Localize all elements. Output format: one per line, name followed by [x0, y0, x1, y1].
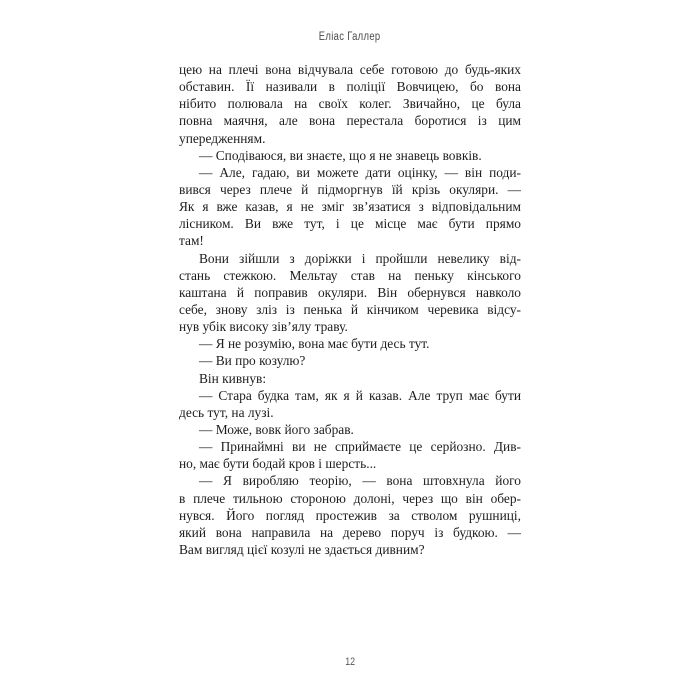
text-block: [179, 61, 521, 558]
text-line: — Але, гадаю, ви можете дати оцінку, — він поди-: [199, 164, 521, 180]
text-line: себе, знову зліз із пенька й кінчиком черевика відсу-: [179, 301, 521, 317]
text-line: — Може, вовк його забрав.: [199, 421, 354, 437]
text-line: нібито полювала на своїх колег. Звичайно, це була: [179, 96, 521, 112]
text-line: який вона направила на дерево поруч із будкою. —: [179, 524, 521, 540]
page-header: [0, 31, 700, 44]
paragraph: [179, 164, 521, 250]
text-line: нув убік високу зів’ялу траву.: [179, 319, 348, 335]
paragraph: [179, 421, 521, 438]
text-line: Вам вигляд цієї козулі не здається дивним?: [179, 541, 425, 557]
paragraph: [179, 147, 521, 164]
text-line: — Ви про козулю?: [199, 353, 306, 369]
text-line: — Я не розумію, вона має бути десь тут.: [199, 336, 430, 352]
page-number: 12: [345, 656, 355, 668]
text-line: вився через плече й підморгнув їй крізь окуляри. —: [179, 181, 521, 197]
page-footer: [0, 656, 700, 669]
paragraph: [179, 352, 521, 369]
paragraph: [179, 438, 521, 472]
paragraph: [179, 370, 521, 387]
text-line: каштана й поправив окуляри. Він обернувся навколо: [179, 284, 521, 300]
text-line: нувся. Його погляд простежив за стволом рушниці,: [179, 507, 521, 523]
text-line: — Я виробляю теорію, — вона штовхнула його: [199, 473, 521, 489]
text-line: Він кивнув:: [199, 370, 267, 386]
text-line: стань стежкою. Мельтау став на пеньку кінського: [179, 267, 521, 283]
text-line: обставин. Її називали в поліції Вовчицею, бо вона: [179, 79, 521, 95]
paragraph: [179, 250, 521, 336]
text-line: — Сподіваюся, ви знаєте, що я не знавець вовків.: [199, 147, 482, 163]
author-name: Еліас Галлер: [319, 31, 381, 43]
text-line: цею на плечі вона відчувала себе готовою до будь-яких: [179, 62, 521, 77]
text-line: — Принаймні ви не сприймаєте це серйозно. Див-: [199, 439, 521, 455]
text-line: там!: [179, 233, 204, 249]
text-line: десь тут, на лузі.: [179, 404, 274, 420]
paragraph: [179, 472, 521, 558]
text-line: но, має бути бодай кров і шерсть...: [179, 456, 377, 472]
text-line: лісником. Ви вже тут, і це місце має бути прямо: [179, 216, 521, 232]
text-line: Як я вже казав, я не зміг зв’язатися з відповідальним: [179, 199, 521, 215]
paragraph: [179, 387, 521, 421]
text-line: — Стара будка там, як я й казав. Але труп має бути: [199, 387, 521, 403]
paragraph: [179, 61, 521, 147]
text-line: в плече тильною стороною долоні, через що він обер-: [179, 490, 521, 506]
text-line: повна маячня, але вона перестала боротися із цим: [179, 113, 521, 129]
paragraph: [179, 335, 521, 352]
text-line: Вони зійшли з доріжки і пройшли невелику від-: [199, 250, 521, 266]
text-line: упередженням.: [179, 130, 266, 146]
